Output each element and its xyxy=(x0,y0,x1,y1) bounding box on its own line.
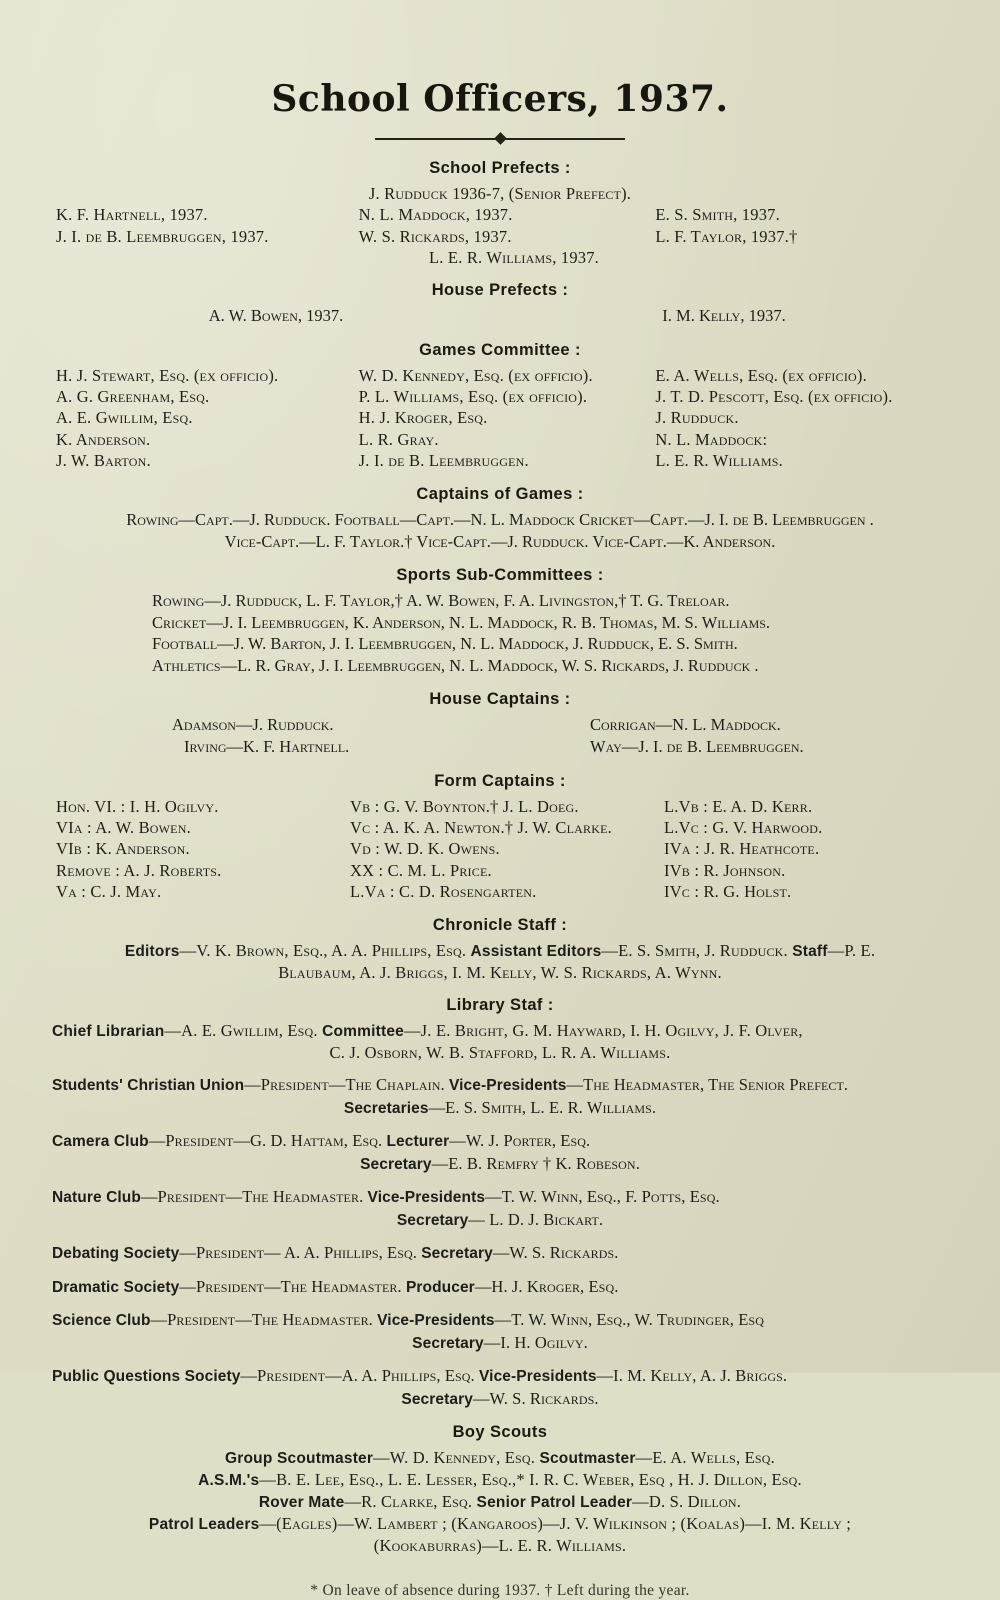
club-sub-public-questions-society xyxy=(52,1388,948,1410)
club-sub-body: — L. D. J. Bickart. xyxy=(468,1210,604,1230)
list-item: L. F. Taylor, 1937.† xyxy=(655,226,798,246)
section-heading-games-committee: Games Committee : xyxy=(419,340,581,359)
club-body: —President—G. D. Hattam, Esq. xyxy=(148,1130,387,1150)
boy-scouts-line-1 xyxy=(52,1447,948,1469)
games-committee-col1 xyxy=(52,365,349,472)
club-entry-debating-society xyxy=(52,1242,948,1264)
clubs-list xyxy=(52,1074,948,1411)
library-staff-line-2: C. J. Osborn, W. B. Stafford, L. R. A. Williams. xyxy=(329,1042,671,1062)
section-heading-captains-of-games: Captains of Games : xyxy=(416,484,584,503)
club-entry-public-questions-society xyxy=(52,1365,948,1387)
club-name: Public Questions Society xyxy=(52,1368,241,1386)
school-prefects-col3 xyxy=(651,204,948,268)
boy-scouts-line-4 xyxy=(52,1513,948,1535)
footnote: * On leave of absence during 1937. † Left during the year. xyxy=(310,1581,690,1599)
section-heading-school-prefects: School Prefects : xyxy=(429,159,571,177)
club-body-2: —W. S. Rickards. xyxy=(492,1243,619,1263)
section-heading-form-captains: Form Captains : xyxy=(434,771,566,790)
club-body: —President—The Headmaster. xyxy=(179,1276,406,1296)
section-heading-boy-scouts: Boy Scouts xyxy=(452,1423,548,1442)
list-item: E. A. Wells, Esq. (ex officio). xyxy=(655,365,867,385)
ornamental-divider xyxy=(375,134,625,143)
list-item: L.Vc : G. V. Harwood. xyxy=(664,818,823,837)
games-committee-columns xyxy=(52,365,948,472)
list-item: W. D. Kennedy, Esq. (ex officio). xyxy=(358,365,593,385)
list-item: L. R. Gray. xyxy=(358,429,439,449)
chief-librarian-label: Chief Librarian xyxy=(52,1022,165,1040)
club-role-label: Vice-Presidents xyxy=(377,1311,495,1329)
club-sub-students-christian-union xyxy=(52,1097,948,1119)
patrol-leaders-names: —(Eagles)—W. Lambert ; (Kangaroos)—J. V. Wilkinson ; (Koalas)—I. M. Kelly ; xyxy=(259,1513,852,1533)
club-body-2: —H. J. Kroger, Esq. xyxy=(474,1276,619,1296)
boy-scouts-line-2 xyxy=(52,1469,948,1491)
school-prefects-columns xyxy=(52,204,948,268)
club-sub-body: —I. H. Ogilvy. xyxy=(483,1332,588,1352)
list-item: J. I. de B. Leembruggen. xyxy=(358,451,529,471)
club-body: —President—The Headmaster. xyxy=(140,1187,368,1207)
club-entry-dramatic-society xyxy=(52,1276,948,1298)
club-sub-science-club xyxy=(52,1332,948,1354)
section-heading-house-prefects: House Prefects : xyxy=(431,281,569,300)
form-captains-columns xyxy=(52,796,948,903)
club-name: Camera Club xyxy=(52,1132,149,1150)
club-role-label: Producer xyxy=(405,1278,475,1296)
list-item: Hon. VI. : I. H. Ogilvy. xyxy=(56,796,219,816)
list-item: P. L. Williams, Esq. (ex officio). xyxy=(358,386,588,406)
group-scoutmaster-label: Group Scoutmaster xyxy=(225,1450,374,1468)
club-name: Debating Society xyxy=(52,1245,180,1263)
senior-patrol-leader-name: —D. S. Dillon. xyxy=(632,1491,742,1511)
library-committee-names: —J. E. Bright, G. M. Hayward, I. H. Ogilvy, J. F. Olver, xyxy=(403,1020,803,1040)
club-sub-label: Secretary xyxy=(360,1156,432,1174)
list-item: J. Rudduck. xyxy=(655,408,739,428)
games-committee-col2 xyxy=(349,365,652,472)
list-item: Adamson—J. Rudduck. xyxy=(172,715,334,735)
scoutmaster-label: Scoutmaster xyxy=(539,1450,636,1468)
list-item: XX : C. M. L. Price. xyxy=(350,860,492,880)
club-sub-body: —E. S. Smith, L. E. R. Williams. xyxy=(428,1097,657,1117)
house-captains-col1 xyxy=(52,714,530,758)
chronicle-staff-label: Staff xyxy=(792,942,828,960)
list-item: Athletics—L. R. Gray, J. I. Leembruggen, N. L. Maddock, W. S. Rickards, J. Rudduck . xyxy=(152,656,759,676)
house-prefect-right: I. M. Kelly, 1937. xyxy=(662,306,786,326)
list-item: IVa : J. R. Heathcote. xyxy=(664,839,820,859)
library-committee-label: Committee xyxy=(322,1022,404,1040)
club-role-label: Secretary xyxy=(421,1245,493,1263)
list-item: VIb : K. Anderson. xyxy=(56,839,190,859)
club-entry-science-club xyxy=(52,1309,948,1331)
list-item: A. G. Greenham, Esq. xyxy=(56,386,210,406)
club-name: Nature Club xyxy=(52,1189,141,1207)
chronicle-staff-line-1 xyxy=(52,940,948,962)
list-item: H. J. Stewart, Esq. (ex officio). xyxy=(56,365,279,385)
games-committee-col3 xyxy=(651,365,948,472)
chronicle-assistant-editors-label: Assistant Editors xyxy=(470,942,602,960)
club-sub-label: Secretaries xyxy=(343,1099,429,1117)
list-item: L. E. R. Williams. xyxy=(655,451,783,471)
rover-mate-label: Rover Mate xyxy=(258,1493,345,1511)
list-item: L.Va : C. D. Rosengarten. xyxy=(350,882,537,902)
list-item: Vd : W. D. K. Owens. xyxy=(350,839,500,859)
chronicle-editors-names: —V. K. Brown, Esq., A. A. Phillips, Esq. xyxy=(179,940,471,960)
list-item: Vb : G. V. Boynton.† J. L. Doeg. xyxy=(350,796,579,816)
list-item: IVc : R. G. Holst. xyxy=(664,882,792,902)
list-item: A. E. Gwillim, Esq. xyxy=(56,408,193,428)
sports-sub-committees-list xyxy=(52,590,948,678)
list-item: Corrigan—N. L. Maddock. xyxy=(590,715,781,735)
club-sub-label: Secretary xyxy=(401,1391,473,1409)
club-body: —President— A. A. Phillips, Esq. xyxy=(179,1243,422,1263)
patrol-leaders-label: Patrol Leaders xyxy=(148,1515,260,1533)
club-sub-camera-club xyxy=(52,1153,948,1175)
club-sub-label: Secretary xyxy=(396,1212,469,1230)
list-item: N. L. Maddock, 1937. xyxy=(358,205,513,225)
library-staff-line-1 xyxy=(52,1020,948,1042)
club-entry-nature-club xyxy=(52,1186,948,1208)
list-item: Va : C. J. May. xyxy=(56,882,162,902)
list-item: Vc : A. K. A. Newton.† J. W. Clarke. xyxy=(350,818,612,837)
house-prefects-columns xyxy=(52,305,948,327)
club-body: —President—The Chaplain. xyxy=(244,1074,449,1094)
captains-of-games-line-1: Rowing—Capt.—J. Rudduck. Football—Capt.—N. L. Maddock Cricket—Capt.—J. I. de B. Leembruggen . xyxy=(126,509,874,529)
club-entry-students-christian-union xyxy=(52,1074,948,1096)
list-item: K. Anderson. xyxy=(56,429,151,449)
section-heading-library-staff: Library Staf : xyxy=(446,995,554,1014)
list-item: VIa : A. W. Bowen. xyxy=(56,818,191,837)
club-body-2: —T. W. Winn, Esq., F. Potts, Esq. xyxy=(485,1187,720,1207)
list-item: K. F. Hartnell, 1937. xyxy=(56,205,208,225)
club-name: Dramatic Society xyxy=(52,1278,180,1296)
senior-prefect-line: J. Rudduck 1936-7, (Senior Prefect). xyxy=(368,184,632,203)
school-prefects-col2 xyxy=(349,204,652,268)
scoutmaster-name: —E. A. Wells, Esq. xyxy=(635,1448,775,1468)
asm-label: A.S.M.'s xyxy=(198,1472,260,1490)
chief-librarian-name: —A. E. Gwillim, Esq. xyxy=(164,1020,323,1040)
list-item: H. J. Kroger, Esq. xyxy=(358,408,488,428)
chronicle-assistant-editors-names: —E. S. Smith, J. Rudduck. xyxy=(601,940,793,960)
section-heading-sports-sub-committees: Sports Sub-Committees : xyxy=(396,565,604,584)
club-body-2: —I. M. Kelly, A. J. Briggs. xyxy=(596,1366,788,1386)
list-item: IVb : R. Johnson. xyxy=(664,860,786,880)
club-role-label: Lecturer xyxy=(386,1132,450,1150)
section-heading-chronicle-staff: Chronicle Staff : xyxy=(432,915,568,934)
club-sub-body: —E. B. Remfry † K. Robeson. xyxy=(431,1154,640,1174)
club-name: Science Club xyxy=(52,1311,151,1329)
form-captains-col3 xyxy=(634,796,948,903)
group-scoutmaster-name: —W. D. Kennedy, Esq. xyxy=(373,1448,540,1468)
list-item: N. L. Maddock: xyxy=(655,429,768,449)
list-item: W. S. Rickards, 1937. xyxy=(358,226,512,246)
club-name: Students' Christian Union xyxy=(52,1076,245,1094)
list-item: L. E. R. Williams, 1937. xyxy=(428,247,600,267)
list-item: L.Vb : E. A. D. Kerr. xyxy=(664,796,813,816)
chronicle-editors-label: Editors xyxy=(124,942,180,960)
list-item: J. W. Barton. xyxy=(56,451,151,471)
club-body-2: —T. W. Winn, Esq., W. Trudinger, Esq xyxy=(494,1309,764,1329)
club-body-2: —W. J. Porter, Esq. xyxy=(449,1130,591,1150)
page-title xyxy=(52,78,948,120)
boy-scouts-line-5: (Kookaburras)—L. E. R. Williams. xyxy=(373,1535,627,1555)
club-role-label: Vice-Presidents xyxy=(448,1076,567,1094)
list-item: J. I. de B. Leembruggen, 1937. xyxy=(56,226,269,246)
list-item: Football—J. W. Barton, J. I. Leembruggen, N. L. Maddock, J. Rudduck, E. S. Smith. xyxy=(152,634,738,654)
club-body: —President—The Headmaster. xyxy=(150,1309,378,1329)
form-captains-col2 xyxy=(340,796,634,903)
captains-of-games-line-2: Vice-Capt.—L. F. Taylor.† Vice-Capt.—J. Rudduck. Vice-Capt.—K. Anderson. xyxy=(224,531,776,551)
club-body-2: —The Headmaster, The Senior Prefect. xyxy=(566,1074,849,1094)
list-item: E. S. Smith, 1937. xyxy=(655,205,780,225)
chronicle-staff-line-2: Blaubaum, A. J. Briggs, I. M. Kelly, W. S. Rickards, A. Wynn. xyxy=(278,962,722,982)
house-captains-columns xyxy=(52,714,948,758)
house-prefect-left: A. W. Bowen, 1937. xyxy=(208,306,344,326)
rover-mate-name: —R. Clarke, Esq. xyxy=(344,1491,477,1511)
form-captains-col1 xyxy=(52,796,340,903)
asm-names: —B. E. Lee, Esq., L. E. Lesser, Esq.,* I. R. C. Weber, Esq , H. J. Dillon, Esq. xyxy=(259,1470,802,1490)
club-sub-nature-club xyxy=(52,1209,948,1231)
boy-scouts-line-3 xyxy=(52,1491,948,1513)
club-body: —President—A. A. Phillips, Esq. xyxy=(240,1366,480,1386)
club-entry-camera-club xyxy=(52,1130,948,1152)
school-prefects-col1 xyxy=(52,204,349,268)
club-sub-label: Secretary xyxy=(412,1334,484,1352)
list-item: Way—J. I. de B. Leembruggen. xyxy=(590,737,804,757)
list-item: Cricket—J. I. Leembruggen, K. Anderson, N. L. Maddock, R. B. Thomas, M. S. Williams. xyxy=(152,612,771,632)
list-item: J. T. D. Pescott, Esq. (ex officio). xyxy=(655,386,893,406)
list-item: Irving—K. F. Hartnell. xyxy=(184,737,350,757)
page-title-text: School Officers, 1937. xyxy=(271,78,729,120)
club-role-label: Vice-Presidents xyxy=(367,1189,486,1207)
chronicle-staff-names-start: —P. E. xyxy=(827,940,876,960)
club-sub-body: —W. S. Rickards. xyxy=(472,1389,599,1409)
section-heading-house-captains: House Captains : xyxy=(429,690,571,709)
list-item: Rowing—J. Rudduck, L. F. Taylor,† A. W. Bowen, F. A. Livingston,† T. G. Treloar. xyxy=(152,590,730,610)
list-item: Remove : A. J. Roberts. xyxy=(56,860,222,880)
house-captains-col2 xyxy=(530,714,948,758)
club-role-label: Vice-Presidents xyxy=(479,1368,597,1386)
senior-patrol-leader-label: Senior Patrol Leader xyxy=(476,1493,633,1511)
